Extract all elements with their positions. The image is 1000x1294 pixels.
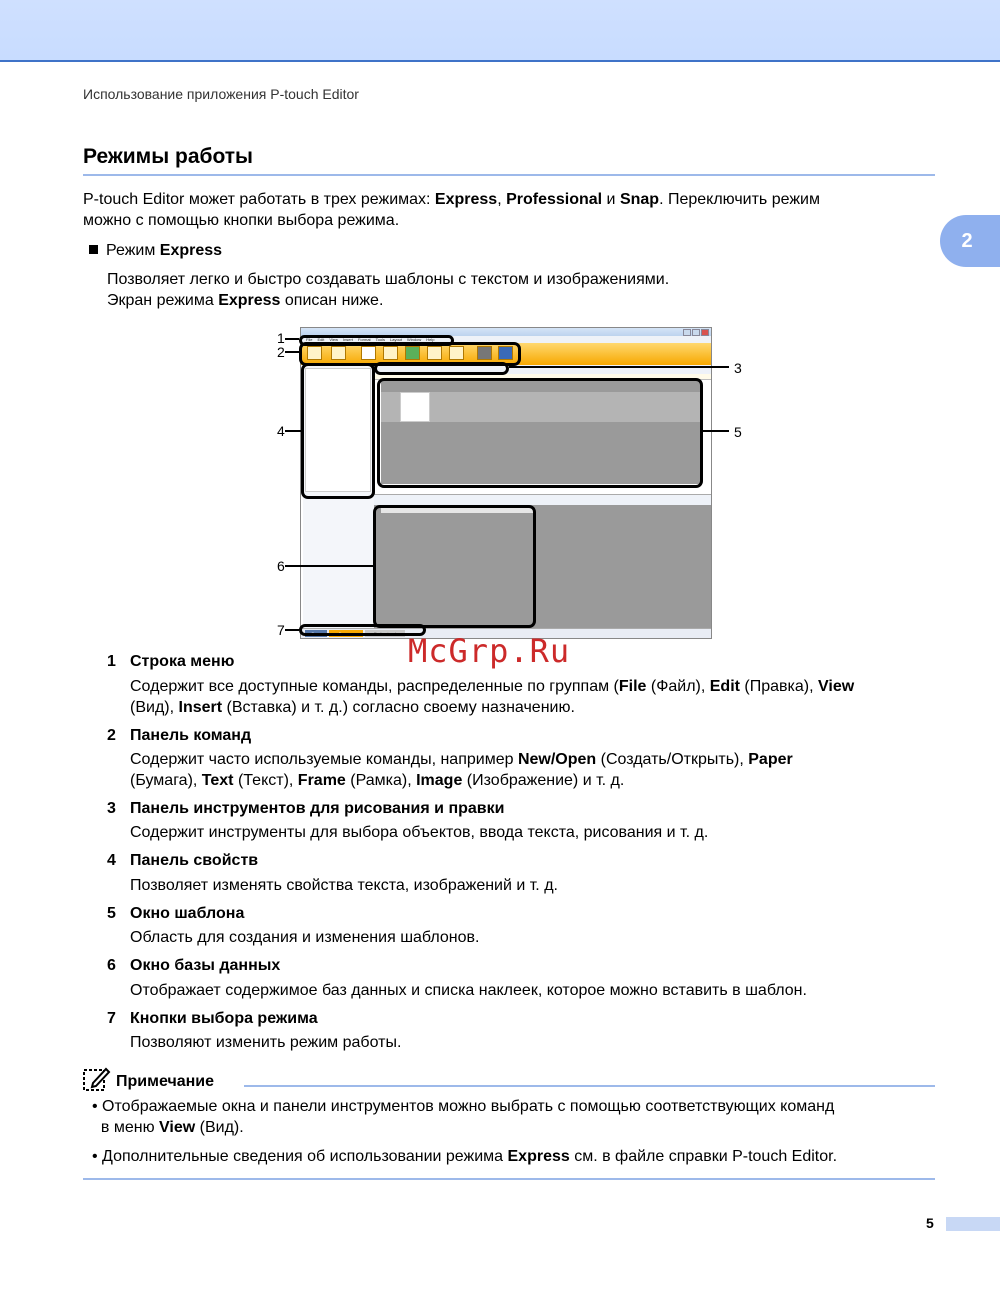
note-pencil-icon — [83, 1066, 111, 1092]
callout-number-3: 3 — [734, 360, 742, 376]
list-item: 3 Панель инструментов для рисования и правки — [107, 800, 505, 817]
section-title: Режимы работы — [83, 145, 253, 168]
callout-number-6: 6 — [277, 558, 285, 574]
chapter-tab: 2 — [940, 215, 1000, 267]
leader-4 — [285, 430, 301, 432]
list-item-description: Отображает содержимое баз данных и списка наклеек, которое можно вставить в шаблон. — [130, 982, 807, 999]
callout-box-5 — [377, 378, 703, 488]
leader-3 — [509, 366, 729, 368]
callout-box-7 — [299, 624, 426, 636]
callout-number-1: 1 — [277, 330, 285, 346]
callout-number-5: 5 — [734, 424, 742, 440]
list-item-description: Содержит инструменты для выбора объектов, ввода текста, рисования и т. д. — [130, 824, 709, 841]
top-banner — [0, 0, 1000, 62]
list-item: 5 Окно шаблона — [107, 905, 245, 922]
leader-5 — [703, 430, 729, 432]
leader-7 — [285, 629, 299, 631]
mode-express-button: Express — [329, 630, 363, 637]
leader-1 — [285, 338, 299, 340]
callout-box-3 — [374, 362, 509, 375]
callout-number-2: 2 — [277, 344, 285, 360]
title-rule — [83, 174, 935, 176]
callout-number-4: 4 — [277, 423, 285, 439]
leader-6 — [285, 565, 373, 567]
leader-2 — [285, 351, 299, 353]
maximize-icon — [692, 329, 700, 336]
note-rule — [244, 1085, 935, 1087]
mode-snap-button: Snap — [305, 630, 327, 637]
callout-box-6 — [373, 505, 536, 628]
list-item: 1 Строка меню — [107, 653, 235, 670]
page-tab — [946, 1217, 1000, 1231]
note-item: • Отображаемые окна и панели инструментов можно выбрать с помощью соответствующих команд в меню View (Вид). — [92, 1098, 835, 1136]
page-number: 5 — [926, 1215, 934, 1231]
running-header: Использование приложения P-touch Editor — [83, 86, 359, 102]
bottom-rule — [83, 1178, 935, 1180]
list-item-description: Позволяет изменять свойства текста, изображений и т. д. — [130, 877, 558, 894]
square-bullet-icon — [89, 245, 98, 254]
intro-paragraph: P-touch Editor может работать в трех режимах: Express, Professional и Snap. Переключить режим можно с помощью кнопки выбора режима. — [83, 191, 820, 229]
list-item-description: Позволяют изменить режим работы. — [130, 1034, 402, 1051]
watermark: McGrp.Ru — [408, 632, 571, 670]
callout-number-7: 7 — [277, 622, 285, 638]
menu-bar: File Edit View Insert Format Tools Layout Window Help — [301, 336, 711, 343]
list-item-description: Область для создания и изменения шаблонов. — [130, 929, 480, 946]
bullet-express: Режим Express — [89, 240, 222, 261]
note-title: Примечание — [116, 1073, 215, 1090]
list-item-description: Содержит часто используемые команды, например New/Open (Создать/Открыть), Paper (Бумага), Text (Текст), Frame (Рамка), Image (Изображение) и т. д. — [130, 751, 793, 789]
minimize-icon — [683, 329, 691, 336]
callout-box-4 — [301, 363, 375, 499]
list-item: 7 Кнопки выбора режима — [107, 1010, 318, 1027]
list-item-description: Содержит все доступные команды, распределенные по группам (File (Файл), Edit (Правка), View (Вид), Insert (Вставка) и т. д.) согласно своему назначению. — [130, 678, 855, 716]
list-item: 2 Панель команд — [107, 727, 252, 744]
mode-professional-button: Professional — [365, 630, 405, 637]
note-item: • Дополнительные сведения об использовании режима Express см. в файле справки P-touch Editor. — [92, 1148, 838, 1165]
bullet-description: Позволяет легко и быстро создавать шаблоны с текстом и изображениями. Экран режима Express описан ниже. — [107, 271, 670, 309]
close-icon — [701, 329, 709, 336]
list-item: 4 Панель свойств — [107, 852, 259, 869]
list-item: 6 Окно базы данных — [107, 957, 281, 974]
